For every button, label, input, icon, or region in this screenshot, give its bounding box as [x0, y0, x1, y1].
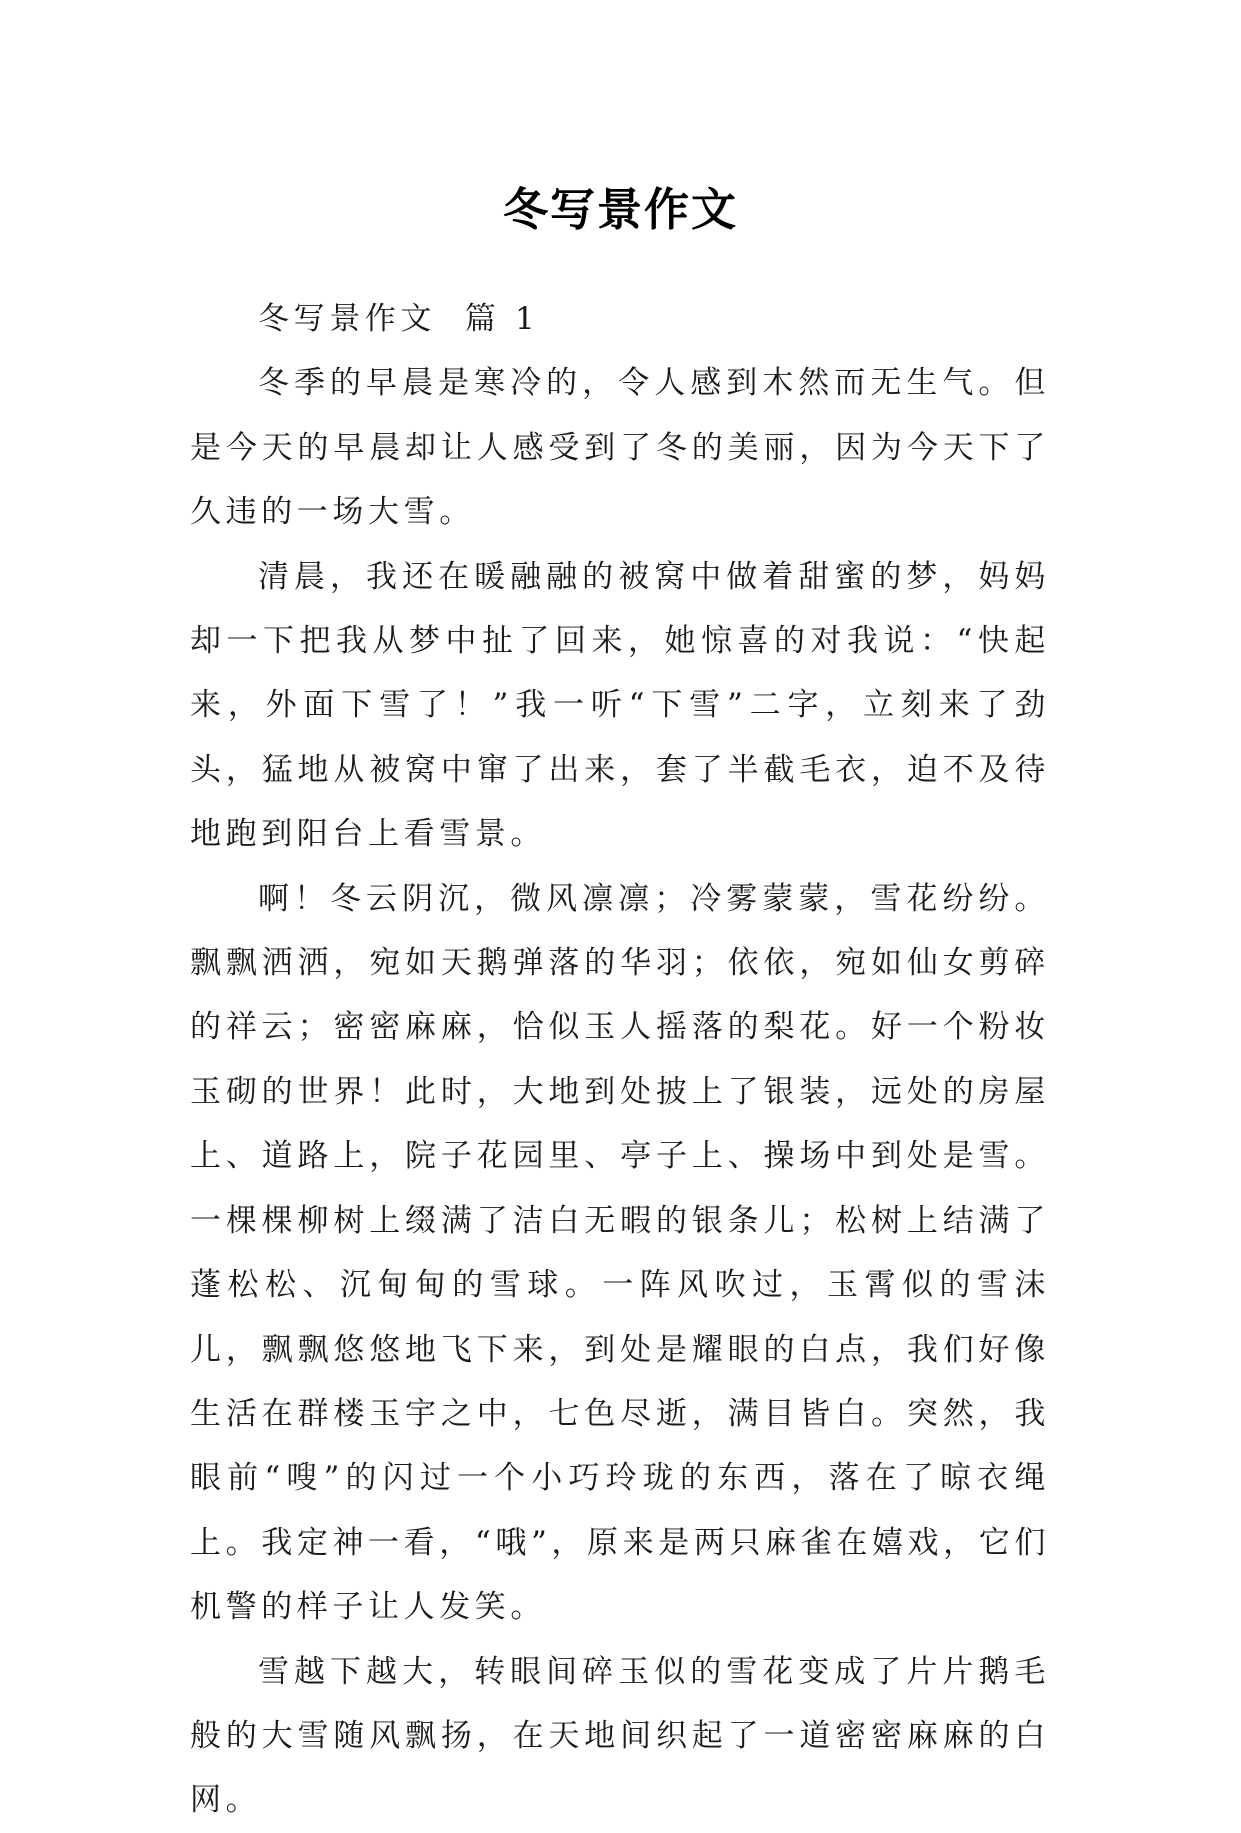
- paragraph-3: 啊！冬云阴沉，微风凛凛；冷雾蒙蒙，雪花纷纷。飘飘洒洒，宛如天鹅弹落的华羽；依依，宛如仙女剪碎的祥云；密密麻麻，恰似玉人摇落的梨花。好一个粉妆玉砌的世界！此时，大地到处披上了银装，远处的房屋上、道路上，院子花园里、亭子上、操场中到处是雪。一棵棵柳树上缀满了洁白无暇的银条儿；松树上结满了蓬松松、沉甸甸的雪球。一阵风吹过，玉霄似的雪沫儿，飘飘悠悠地飞下来，到处是耀眼的白点，我们好像生活在群楼玉宇之中，七色尽逝，满目皆白。突然，我眼前“嗖”的闪过一个小巧玲珑的东西，落在了晾衣绳上。我定神一看，“哦”，原来是两只麻雀在嬉戏，它们机警的样子让人发笑。: [190, 880, 1050, 1626]
- paragraph-1: 冬季的早晨是寒冷的，令人感到木然而无生气。但是今天的早晨却让人感受到了冬的美丽，因为今天下了久违的一场大雪。: [190, 365, 1050, 531]
- paragraph-2: 清晨，我还在暖融融的被窝中做着甜蜜的梦，妈妈却一下把我从梦中扯了回来，她惊喜的对我说：“快起来，外面下雪了！”我一听“下雪”二字，立刻来了劲头，猛地从被窝中窜了出来，套了半截毛衣，迫不及待地跑到阳台上看雪景。: [190, 558, 1050, 853]
- document-body: [190, 287, 1050, 1833]
- section-heading: 冬写景作文 篇 1: [258, 301, 540, 337]
- document-title: 冬写景作文: [502, 183, 738, 237]
- paragraph-4: 雪越下越大，转眼间碎玉似的雪花变成了片片鹅毛般的大雪随风飘扬，在天地间织起了一道密密麻麻的白网。: [190, 1653, 1050, 1819]
